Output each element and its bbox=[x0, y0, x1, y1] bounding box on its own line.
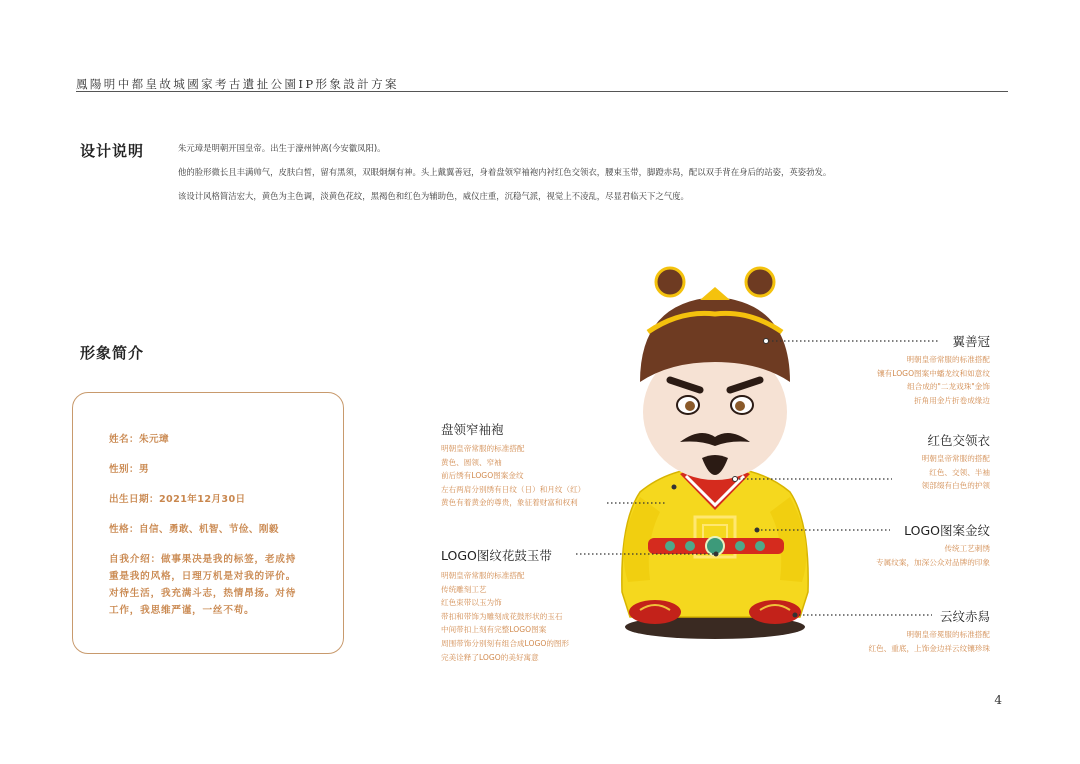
profile-intro-line: 工作，我思维严谨，一丝不苟。 bbox=[109, 605, 255, 616]
document-title: 鳳陽明中都皇故城國家考古遺扯公園IP形象設計方案 bbox=[76, 77, 399, 91]
profile-intro-line: 自我介绍：做事果决是我的标签，老成持 bbox=[109, 554, 297, 565]
profile-heading: 形象简介 bbox=[80, 344, 145, 362]
annotation-belt-desc: 明朝皇帝常服的标准搭配 传统雕刻工艺 红色束带以玉为饰 带扣和带饰为雕刻成花鼓形状的玉石 中间带扣上刻有完整LOGO图案 周围带饰分别刻有组合成LOGO的图形 完美诠释了LOGO的美好寓意 bbox=[441, 571, 570, 662]
annotation-hat-desc: 明朝皇帝常服的标准搭配 镶有LOGO图案中蟠龙纹和如意纹 组合成的"二龙戏珠"金饰 折角用金片折卷成缘边 bbox=[877, 355, 990, 405]
design-heading: 设计说明 bbox=[80, 142, 145, 160]
annotation-logo-title: LOGO图案金纹 bbox=[904, 523, 990, 538]
annotation-hat-title: 翼善冠 bbox=[952, 334, 990, 349]
design-paragraph-1: 朱元璋是明朝开国皇帝。出生于濠州钟离(今安徽凤阳)。 bbox=[178, 143, 386, 153]
profile-personality: 性格：自信、勇敢、机智、节俭、刚毅 bbox=[109, 524, 279, 535]
annotation-shoes-desc: 明朝皇帝冕服的标准搭配 红色、重底，上饰金边祥云纹镶珍珠 bbox=[868, 630, 990, 653]
profile-name: 姓名：朱元璋 bbox=[109, 434, 169, 445]
design-paragraph-3: 该设计风格简洁宏大，黄色为主色调，淡黄色花纹，黑褐色和红色为辅助色，威仪庄重，沉稳气派，视觉上不凌乱，尽显君临天下之气度。 bbox=[178, 191, 689, 201]
profile-birth: 出生日期：2021年12月30日 bbox=[109, 494, 246, 505]
design-paragraph-2: 他的脸形微长且丰满帅气，皮肤白皙，留有黑须，双眼炯炯有神。头上戴翼善冠，身着盘领窄袖袍内衬红色交领衣，腰束玉带，脚蹬赤舄，配以双手背在身后的站姿，英姿勃发。 bbox=[178, 167, 832, 177]
annotation-shoes-title: 云纹赤舄 bbox=[939, 609, 990, 624]
profile-intro-line: 重是我的风格，日理万机是对我的评价。 bbox=[109, 571, 297, 582]
annotation-collar-desc: 明朝皇帝常服的搭配 红色、交领、半袖 领部缀有白色的护领 bbox=[921, 454, 990, 491]
annotation-robe-desc: 明朝皇帝常服的标准搭配 黄色、圆领、窄袖 前后绣有LOGO图案金纹 左右两肩分别绣有日纹（日）和月纹（红） 黄色有着黄金的尊贵，象征着财富和权利 bbox=[441, 444, 586, 508]
annotation-belt-title: LOGO图纹花鼓玉带 bbox=[441, 548, 552, 563]
profile-intro-line: 对待生活，我充满斗志，热情昂扬。对待 bbox=[109, 588, 297, 599]
annotation-logo-desc: 传统工艺刺绣 专属纹案，加深公众对品牌的印象 bbox=[876, 544, 990, 567]
annotation-robe-title: 盘领窄袖袍 bbox=[441, 422, 504, 437]
profile-gender: 性别：男 bbox=[109, 464, 149, 475]
annotation-collar-title: 红色交领衣 bbox=[927, 433, 990, 448]
page-number: 4 bbox=[994, 693, 1002, 707]
